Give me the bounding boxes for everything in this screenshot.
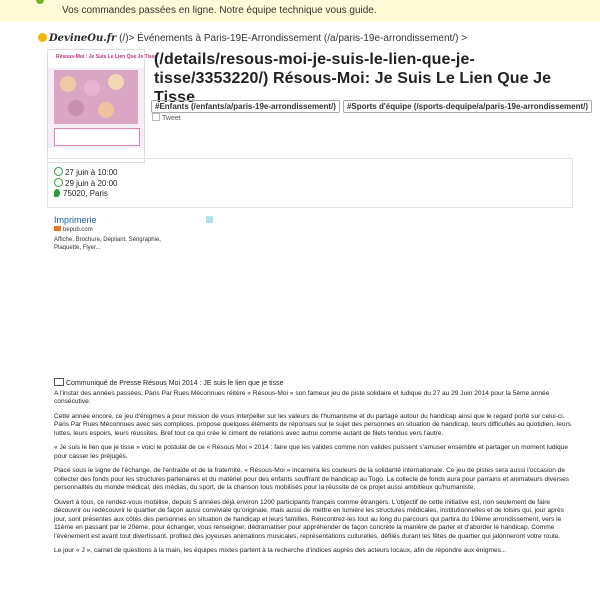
tweet-button[interactable] — [152, 113, 181, 122]
poster-header — [48, 50, 158, 68]
article-paragraph: Placé sous le signe de l'échange, de l'entraide et de la fraternité, « Résous-Moi » incarnera les couleurs de la solidarité internationale. Ce jeu de pistes sera aussi l'occasion de collecter des fonds pour les structures partenaires et du matériel pour des enfants souffrant de handicap au Togo. La collecte de fonds aura pour parrains et animateurs diverses personnalités du monde médical, des médias, du sport, de la chanson tous mobilisés pour la réussite de ce projet aussi ambitieux qu'humaniste. — [54, 467, 570, 491]
event-end-text: 29 juin à 20:00 — [65, 179, 118, 188]
poster-photo-collage — [54, 70, 138, 124]
ad-sponsor-name: bepub.com — [63, 227, 93, 233]
adchoices-icon[interactable] — [206, 216, 213, 223]
clock-icon — [54, 178, 63, 187]
notice-bar — [0, 0, 600, 22]
event-poster-image[interactable] — [47, 49, 158, 163]
breadcrumb-separator: > — [128, 33, 135, 44]
article-heading — [54, 378, 574, 389]
breadcrumb-section-link[interactable]: Événements à Paris-19E-Arrondissement (/a/paris-19e-arrondissement/) — [137, 33, 459, 44]
clock-icon — [54, 167, 63, 176]
event-location — [54, 189, 108, 198]
tag-sports-equipe[interactable]: #Sports d'équipe (/sports-dequipe/a/paris-19e-arrondissement/) — [343, 100, 592, 113]
book-icon — [54, 378, 64, 386]
breadcrumb — [38, 33, 467, 44]
poster-heading: Résous-Moi : Je Suis Le Lien Que Je Tisse — [56, 54, 158, 60]
tweet-icon — [152, 113, 160, 121]
ad-heading[interactable]: Imprimerie — [54, 215, 97, 225]
ad-sponsor — [54, 226, 214, 233]
event-location-text: 75020, Paris — [63, 189, 108, 198]
map-pin-icon — [54, 189, 60, 197]
breadcrumb-separator: > — [461, 33, 468, 44]
event-tags — [151, 96, 595, 114]
ad-block[interactable] — [54, 215, 214, 275]
article-paragraph: Cette année encore, ce jeu d'énigmes a pour mission de vous interpeller sur les valeurs de l'humanisme et du partage autour du handicap ainsi que le regard porté sur celui-ci. Paris Par Rues Méconnues avec ses complices, propose quelques éléments de réponses sur le sujet des personnes en situation de handicap, leurs difficultés au quotidien, leurs luttes, leurs espoirs, leurs réussites. Bref tout ce qui crée le ciment de relations avec autrui comme autant de filets tendus vers l'autre. — [54, 412, 572, 437]
sponsor-logo-icon — [54, 226, 61, 231]
event-end — [54, 178, 118, 188]
tweet-label: Tweet — [162, 115, 181, 122]
event-title[interactable]: (/details/resous-moi-je-suis-le-lien-que-je-tisse/3353220/) Résous-Moi: Je Suis Le Lien Que Je Tisse — [154, 51, 552, 106]
article-heading-text: Communiqué de Presse Résous Moi 2014 : JE suis le lien que je tisse — [66, 380, 284, 387]
article-paragraph: « Je suis le lien que je tisse » voici le postulat de ce « Résous Moi » 2014 : faire que les valides comme non valides puissent s'amuser ensemble et partager un moment ludique pour casser les préjugés. — [54, 444, 569, 460]
site-logo[interactable]: DevineOu.fr — [49, 33, 117, 44]
status-dot-icon — [36, 0, 44, 4]
article-body — [54, 378, 574, 562]
breadcrumb-home-link[interactable]: (/) — [119, 33, 129, 44]
bee-logo-icon — [38, 33, 47, 42]
article-paragraph: A l'instar des années passées, Paris Par Rues Méconnues réitère « Résous-Moi » son fameux jeu de piste solidaire et ludique du 27 au 29 Juin 2014 pour la 5ème année consécutive. — [54, 389, 550, 405]
article-paragraph: Le jour « J », carnet de questions à la main, les équipes mixtes partent à la recherche d'indices auprès des acteurs locaux, afin de répondre aux énigmes... — [54, 547, 507, 554]
event-start-text: 27 juin à 10:00 — [65, 168, 118, 177]
tag-enfants[interactable]: #Enfants (/enfants/a/paris-19e-arrondissement/) — [151, 100, 340, 113]
ad-description: Affiche, Brochure, Dépliant, Sérigraphie, Plaquette, Flyer... — [54, 237, 161, 251]
notice-message: Vos commandes passées en ligne. Notre équipe technique vous guide. — [62, 5, 377, 16]
event-start — [54, 167, 118, 177]
poster-banner — [54, 128, 140, 146]
event-details-box — [47, 158, 573, 208]
article-paragraph: Ouvert à tous, ce rendez-vous mobilise, depuis 5 années déjà environ 1200 participants français comme étrangers. L'objectif de cette initiative est, non seulement de faire découvrir ou redécouvrir le quartier de façon aussi conviviale qu'originale, mais aussi de mettre en lumière les structures médicales, institutionnelles et de loisirs qui, jour après jour, sont présentes aux côtés des personnes en situation de handicap et leurs familles. Rencontrez-les tout au long du parcours qui partira du 19ème arrondissement, vers le 11ème en passant par le 20ème, pour échanger, vous renseigner, dédramatiser pour appréhender de façon concrète la manière de parler et d'aborder le handicap. Comme l'évènement est avant tout divertissant, profitez des joyeuses animations musicales, représentations culturelles, défilés durant les fêtes de quartier qui jalonneront votre route. — [54, 498, 564, 540]
